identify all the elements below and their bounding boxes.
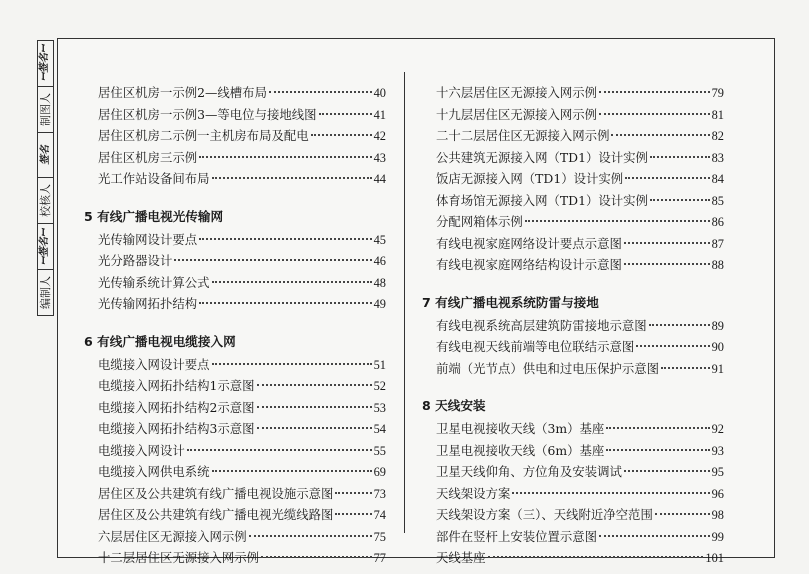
toc-entry[interactable]: [422, 211, 724, 233]
toc-entry-page: 101: [705, 551, 724, 565]
section-heading-8: 8 天线安装: [422, 398, 486, 413]
toc-entry-title: 十二层居住区无源接入网示例: [98, 550, 260, 565]
toc-entry[interactable]: [84, 104, 386, 126]
sidebar-cell: 签名: [38, 133, 53, 179]
toc-entry[interactable]: [84, 526, 386, 548]
leader-dots: [335, 492, 371, 494]
toc-entry-page: 81: [711, 107, 724, 122]
leader-dots: [257, 384, 372, 386]
toc-entry[interactable]: [84, 82, 386, 104]
toc-left-column: [84, 82, 386, 569]
toc-entry-title: 卫星电视接收天线（6m）基座: [436, 442, 605, 458]
toc-entry-page: 90: [711, 340, 724, 354]
column-divider: [404, 72, 405, 533]
toc-entry-page: 98: [711, 508, 724, 522]
toc-entry-title: 居住区机房三示例: [98, 149, 198, 165]
toc-entry-page: 75: [373, 529, 386, 544]
leader-dots: [199, 156, 371, 158]
toc-entry-title: 光传输系统计算公式: [98, 274, 210, 290]
toc-entry-page: 85: [711, 193, 724, 208]
toc-entry-title: 公共建筑无源接入网（TD1）设计实例: [436, 149, 648, 165]
toc-entry-title: 有线电视家庭网络设计要点示意图: [436, 235, 622, 251]
leader-dots: [187, 449, 372, 451]
toc-entry-title: 饭店无源接入网（TD1）设计实例: [436, 171, 624, 186]
section-heading-7: 7 有线广播电视系统防雷与接地: [422, 294, 599, 310]
toc-entry-page: 53: [373, 400, 386, 415]
toc-entry-page: 46: [373, 254, 386, 268]
toc-entry[interactable]: [84, 461, 386, 483]
toc-entry-title: 电缆接入网拓扑结构2示意图: [98, 399, 255, 415]
leader-dots: [199, 238, 371, 240]
leader-dots: [636, 345, 709, 347]
leader-dots: [319, 113, 372, 115]
toc-entry-page: 86: [711, 215, 724, 229]
toc-entry-title: 天线基座: [436, 550, 486, 565]
leader-dots: [212, 177, 372, 179]
toc-entry[interactable]: [422, 418, 724, 440]
toc-entry[interactable]: [422, 254, 724, 276]
spacer: [422, 276, 724, 291]
spacer: [84, 190, 386, 205]
toc-entry-page: 74: [373, 508, 386, 522]
toc-entry-title: 有线电视家庭网络结构设计示意图: [436, 257, 622, 272]
toc-entry-title: 部件在竖杆上安装位置示意图: [436, 528, 598, 544]
toc-entry-page: 99: [711, 529, 724, 544]
leader-dots: [655, 513, 710, 515]
toc-entry-title: 体育场馆无源接入网（TD1）设计实例: [436, 192, 648, 208]
leader-dots: [661, 367, 710, 369]
toc-entry-title: 电缆接入网设计: [98, 442, 185, 458]
leader-dots: [269, 91, 372, 93]
toc-entry-title: 光工作站设备间布局: [98, 171, 210, 186]
sidebar-cell: 校核人: [38, 178, 53, 224]
toc-entry-page: 49: [373, 297, 386, 311]
leader-dots: [611, 134, 709, 136]
toc-entry-title: 电缆接入网设计要点: [98, 356, 210, 372]
leader-dots: [624, 470, 710, 472]
toc-entry-title: 前端（光节点）供电和过电压保护示意图: [436, 360, 660, 376]
toc-entry-title: 光分路器设计: [98, 253, 173, 268]
leader-dots: [525, 220, 710, 222]
toc-entry-title: 有线电视天线前端等电位联结示意图: [436, 339, 635, 354]
leader-dots: [512, 492, 709, 494]
sidebar-cell: ꟷ签名ꟷ: [38, 224, 53, 270]
toc-entry-page: 45: [373, 232, 386, 247]
toc-entry[interactable]: [422, 233, 724, 255]
toc-entry[interactable]: [422, 82, 724, 104]
toc-entry-page: 83: [711, 150, 724, 165]
toc-entry[interactable]: [84, 375, 386, 397]
toc-entry-title: 居住区及公共建筑有线广播电视设施示意图: [98, 485, 334, 501]
toc-entry[interactable]: [84, 250, 386, 272]
toc-entry-title: 十六层居住区无源接入网示例: [436, 85, 598, 100]
spacer: [422, 379, 724, 394]
toc-entry[interactable]: [422, 504, 724, 526]
leader-dots: [261, 556, 372, 558]
leader-dots: [650, 156, 710, 158]
toc-entry-page: 92: [711, 422, 724, 436]
toc-entry[interactable]: [422, 526, 724, 548]
toc-entry-page: 43: [373, 150, 386, 165]
toc-entry-page: 69: [373, 465, 386, 479]
toc-entry-page: 44: [373, 172, 386, 186]
toc-entry[interactable]: [422, 547, 724, 569]
toc-entry-page: 91: [711, 361, 724, 376]
toc-entry-title: 居住区机房一示例2—线槽布局: [98, 85, 267, 100]
toc-entry[interactable]: [84, 354, 386, 376]
toc-entry-title: 有线电视系统高层建筑防雷接地示意图: [436, 317, 647, 333]
toc-entry[interactable]: [422, 336, 724, 358]
toc-entry-page: 95: [711, 465, 724, 479]
toc-entry[interactable]: [422, 147, 724, 169]
toc-entry-title: 电缆接入网拓扑结构3示意图: [98, 421, 255, 436]
toc-entry-page: 77: [373, 551, 386, 565]
toc-right-column: [422, 82, 724, 569]
toc-entry[interactable]: [84, 504, 386, 526]
toc-entry-title: 分配网箱体示例: [436, 214, 523, 229]
toc-entry-title: 光传输网设计要点: [98, 231, 198, 247]
title-block-sidebar: [37, 40, 54, 316]
toc-entry-title: 二十二层居住区无源接入网示例: [436, 128, 610, 143]
toc-entry-page: 96: [711, 486, 724, 501]
section-heading-6: 6 有线广播电视电缆接入网: [84, 333, 236, 349]
leader-dots: [488, 556, 704, 558]
leader-dots: [212, 470, 372, 472]
leader-dots: [599, 535, 710, 537]
toc-entry[interactable]: [84, 483, 386, 505]
toc-entry-title: 电缆接入网拓扑结构1示意图: [98, 378, 255, 393]
toc-entry-page: 87: [711, 236, 724, 251]
toc-entry[interactable]: [84, 229, 386, 251]
toc-entry[interactable]: [84, 440, 386, 462]
leader-dots: [625, 177, 709, 179]
toc-entry-title: 卫星电视接收天线（3m）基座: [436, 421, 605, 436]
leader-dots: [199, 302, 371, 304]
toc-entry-page: 84: [711, 172, 724, 186]
toc-entry[interactable]: [422, 315, 724, 337]
toc-entry-title: 六层居住区无源接入网示例: [98, 528, 247, 544]
toc-entry-title: 天线架设方案（三）、天线附近净空范围: [436, 507, 653, 522]
toc-entry-page: 48: [373, 275, 386, 290]
leader-dots: [174, 259, 371, 261]
toc-entry[interactable]: [422, 125, 724, 147]
toc-entry-page: 52: [373, 379, 386, 393]
toc-entry[interactable]: [422, 461, 724, 483]
leader-dots: [212, 281, 372, 283]
toc-entry[interactable]: [422, 168, 724, 190]
leader-dots: [212, 363, 372, 365]
sidebar-cell: 制图人: [38, 87, 53, 133]
toc-entry-title: 光传输网拓扑结构: [98, 296, 198, 311]
leader-dots: [624, 263, 710, 265]
leader-dots: [257, 427, 372, 429]
toc-entry-title: 居住区及公共建筑有线广播电视光缆线路图: [98, 507, 334, 522]
leader-dots: [650, 199, 710, 201]
leader-dots: [624, 242, 710, 244]
toc-entry-title: 电缆接入网供电系统: [98, 464, 210, 479]
toc-entry-page: 93: [711, 443, 724, 458]
leader-dots: [649, 324, 710, 326]
toc-entry[interactable]: [84, 397, 386, 419]
sidebar-cell: ꟷ签名ꟷ: [38, 41, 53, 87]
sidebar-cell: 编制人: [39, 276, 52, 310]
toc-entry-page: 54: [373, 422, 386, 436]
leader-dots: [606, 427, 709, 429]
leader-dots: [257, 406, 372, 408]
toc-entry[interactable]: [84, 168, 386, 190]
leader-dots: [606, 449, 709, 451]
toc-entry-page: 42: [373, 129, 386, 143]
toc-entry-page: 55: [373, 443, 386, 458]
toc-entry-title: 十九层居住区无源接入网示例: [436, 106, 598, 122]
leader-dots: [311, 134, 372, 136]
toc-entry[interactable]: [422, 483, 724, 505]
toc-entry-page: 41: [373, 107, 386, 122]
toc-entry-page: 40: [373, 86, 386, 100]
toc-entry[interactable]: [84, 293, 386, 315]
toc-entry-title: 居住区机房一示例3—等电位与接地线图: [98, 106, 317, 122]
toc-entry[interactable]: [84, 272, 386, 294]
toc-entry-page: 51: [373, 357, 386, 372]
toc-entry[interactable]: [84, 418, 386, 440]
toc-entry[interactable]: [84, 547, 386, 569]
toc-entry[interactable]: [84, 147, 386, 169]
toc-entry-page: 89: [711, 318, 724, 333]
toc-entry-title: 居住区机房二示例一主机房布局及配电: [98, 128, 309, 143]
toc-entry-page: 79: [711, 86, 724, 100]
leader-dots: [599, 113, 710, 115]
toc-entry[interactable]: [422, 358, 724, 380]
toc-entry-title: 天线架设方案: [436, 485, 511, 501]
toc-entry-page: 73: [373, 486, 386, 501]
toc-entry-title: 卫星天线仰角、方位角及安装调试: [436, 464, 622, 479]
toc-entry-page: 82: [711, 129, 724, 143]
leader-dots: [599, 91, 710, 93]
leader-dots: [249, 535, 372, 537]
toc-entry[interactable]: [84, 125, 386, 147]
toc-entry-page: 88: [711, 258, 724, 272]
toc-entry[interactable]: [422, 190, 724, 212]
toc-entry[interactable]: [422, 104, 724, 126]
leader-dots: [335, 513, 371, 515]
section-heading-5: 5 有线广播电视光传输网: [84, 208, 224, 224]
toc-entry[interactable]: [422, 440, 724, 462]
spacer: [84, 315, 386, 330]
